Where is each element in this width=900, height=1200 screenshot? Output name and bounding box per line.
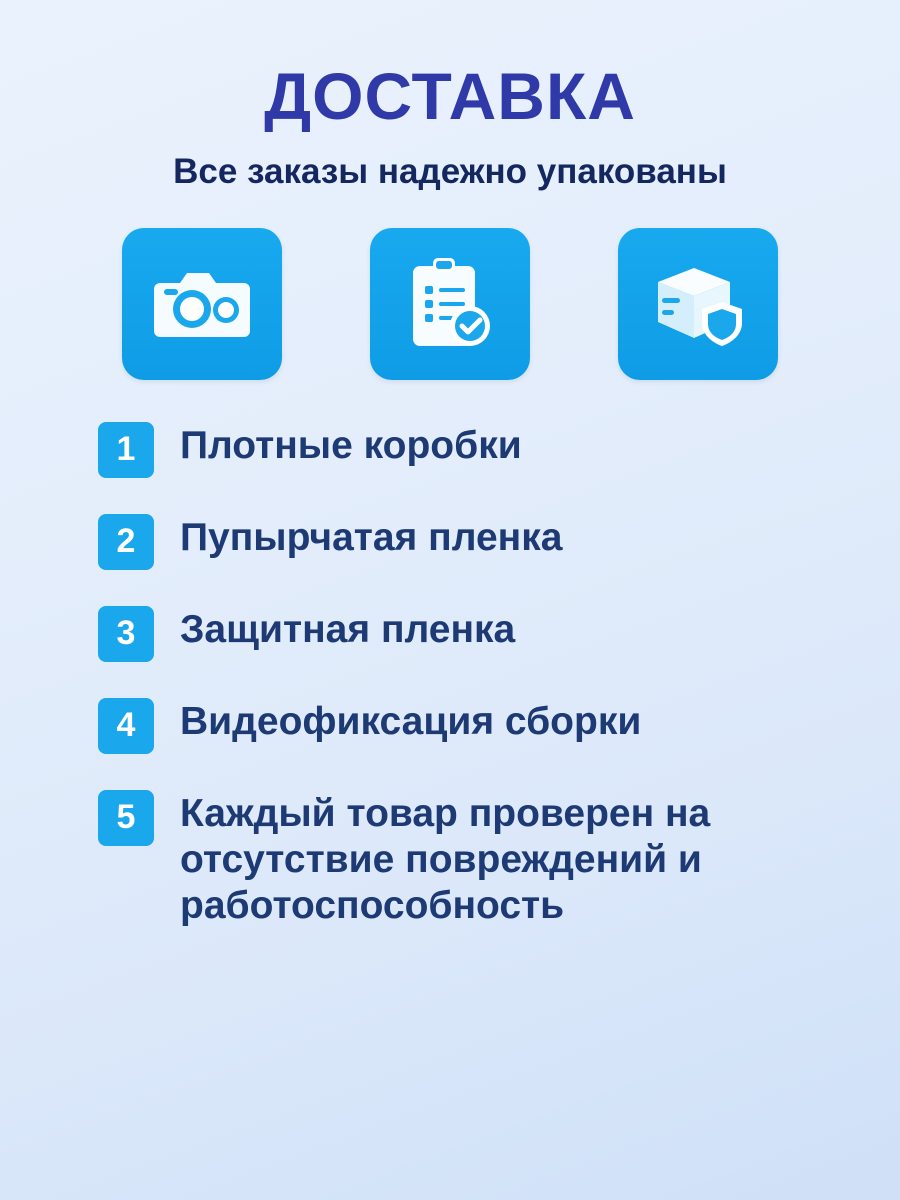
step-number-badge: 1 [98, 422, 154, 478]
step-number-badge: 5 [98, 790, 154, 846]
checklist-clipboard-icon [403, 254, 497, 354]
step-number-badge: 4 [98, 698, 154, 754]
step-number-badge: 2 [98, 514, 154, 570]
packaging-steps-list [40, 420, 860, 929]
list-item [98, 696, 860, 754]
checklist-icon-tile [370, 228, 530, 380]
icon-row [40, 228, 860, 380]
page-title: ДОСТАВКА [264, 59, 636, 133]
camera-icon [152, 263, 252, 345]
shielded-box-icon-tile [618, 228, 778, 380]
camera-icon-tile [122, 228, 282, 380]
step-label: Пупырчатая пленка [180, 515, 563, 559]
page-subtitle: Все заказы надежно упакованы [173, 152, 727, 192]
shielded-box-icon [646, 258, 750, 350]
step-label: Каждый товар проверен на отсутствие повреждений и работоспособность [180, 791, 711, 927]
list-item [98, 604, 860, 662]
step-label: Плотные коробки [180, 423, 522, 467]
step-label: Видеофиксация сборки [180, 699, 642, 743]
step-label: Защитная пленка [180, 607, 516, 651]
list-item [98, 788, 860, 929]
step-number-badge: 3 [98, 606, 154, 662]
list-item [98, 512, 860, 570]
list-item [98, 420, 860, 478]
